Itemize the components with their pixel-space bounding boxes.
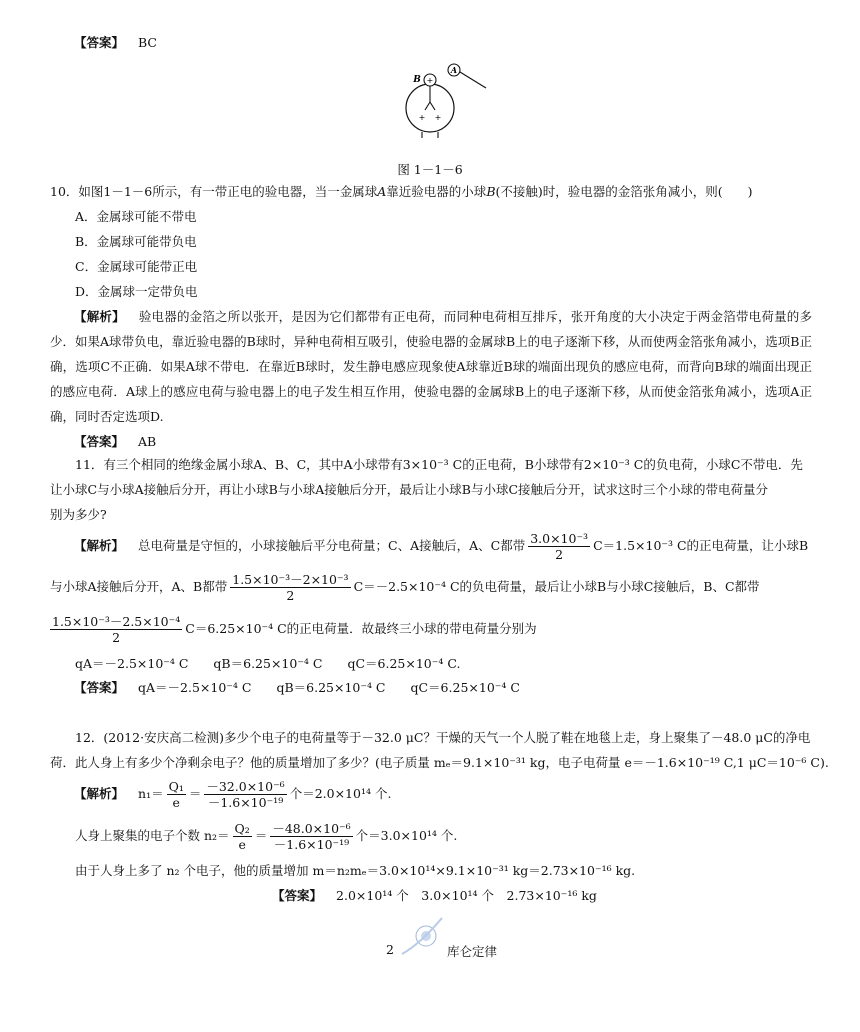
electroscope-figure [400,60,500,143]
fraction: $\frac{\text{Q₁}}{e}$ [168,779,184,810]
option-c: C．金属球可能带正电 [75,259,198,274]
fraction: $\frac{\text{1.5×10⁻³－2.5×10⁻⁴}}{2}$ [52,614,181,645]
question-12-analysis-n1: 【解析】 n₁＝ $\frac{\text{Q₁}}{e}$ ＝ $\frac{\text{－32.0×10⁻⁶}}{\text{－1.6×10⁻¹⁹}}$ 个＝2.0×10¹⁴ 个. [74,779,392,810]
question-12-line2: 荷．此人身上有多少个净剩余电子？他的质量增加了多少？(电子质量 mₑ＝9.1×10⁻³¹ kg，电子电荷量 e＝－1.6×10⁻¹⁹ C,1 μC＝10⁻⁶ C). [50,755,829,770]
question-11-line3: 别为多少? [50,507,107,522]
svg-text:+: + [434,113,442,122]
figure-caption: 图 1－1－6 [397,162,463,177]
question-12-answer: 【答案】 2.0×10¹⁴ 个 3.0×10¹⁴ 个 2.73×10⁻¹⁶ kg [272,888,597,903]
option-a: A．金属球可能不带电 [75,209,197,224]
question-10-analysis [50,304,812,429]
answer-label: 【答案】 [74,35,125,50]
svg-text:+: + [418,113,426,122]
question-10-answer: 【答案】 AB [74,434,157,449]
question-12-analysis-n2: 人身上聚集的电子个数 n₂＝ $\frac{\text{Q₂}}{e}$ ＝ $\frac{\text{－48.0×10⁻⁶}}{\text{－1.6×10⁻¹⁹}}$ 个＝3.0×10¹⁴ 个. [75,821,458,852]
question-11-analysis-line1: 【解析】 总电荷量是守恒的，小球接触后平分电荷量；C、A接触后，A、C都带 $\frac{\text{3.0×10⁻³}}{2}$ C＝1.5×10⁻³ C的正电荷量，让小球B [74,531,809,562]
question-11-analysis-line2: 与小球A接触后分开，A、B都带 $\frac{\text{1.5×10⁻³－2×10⁻³}}{2}$ C＝－2.5×10⁻⁴ C的负电荷量，最后让小球B与小球C接触后，B、C都带 [50,572,760,603]
fraction: $\frac{\text{1.5×10⁻³－2×10⁻³}}{2}$ [232,572,349,603]
option-b: B．金属球可能带负电 [75,234,197,249]
fraction: $\frac{\text{Q₂}}{e}$ [234,821,250,852]
question-11-line2: 让小球C与小球A接触后分开，再让小球B与小球A接触后分开，最后让小球B与小球C接触后分开，试求这时三个小球的带电荷量分 [50,482,769,497]
footer-title: 库仑定律 [447,944,498,959]
label-b: B [413,75,421,85]
electroscope-diagram [400,60,500,140]
question-11-analysis-line3: $\frac{\text{1.5×10⁻³－2.5×10⁻⁴}}{2}$ C＝6.25×10⁻⁴ C的正电荷量．故最终三小球的带电荷量分别为 [52,614,537,645]
label-a: A [450,65,458,75]
fraction: $\frac{\text{－32.0×10⁻⁶}}{\text{－1.6×10⁻¹⁹}}$ [206,779,285,810]
answer-top [50,33,812,53]
page-number: 2 [386,942,394,957]
question-11-line1: 11．有三个相同的绝缘金属小球A、B、C，其中A小球带有3×10⁻³ C的正电荷，B小球带有2×10⁻³ C的负电荷，小球C不带电．先 [75,457,803,472]
answer-value: BC [138,35,157,50]
question-10-stem: 10．如图1－1－6所示，有一带正电的验电器，当一金属球A靠近验电器的小球B(不接触)时，验电器的金箔张角减小，则( ) [50,184,753,199]
fraction: $\frac{\text{－48.0×10⁻⁶}}{\text{－1.6×10⁻¹⁹}}$ [272,821,351,852]
question-12-line1: 12．(2012·安庆高二检测)多少个电子的电荷量等于－32.0 μC？干燥的天气一个人脱了鞋在地毯上走，身上聚集了－48.0 μC的净电 [75,730,811,745]
svg-text:+: + [426,76,434,85]
question-11-answer: 【答案】 qA＝－2.5×10⁻⁴ C qB＝6.25×10⁻⁴ C qC＝6.25×10⁻⁴ C [74,680,520,695]
footer-logo-icon [400,914,444,961]
option-d: D．金属球一定带负电 [75,284,198,299]
question-11-result: qA＝－2.5×10⁻⁴ C qB＝6.25×10⁻⁴ C qC＝6.25×10⁻⁴ C. [75,656,461,671]
fraction: $\frac{\text{3.0×10⁻³}}{2}$ [530,531,589,562]
analysis-text: 验电器的金箔之所以张开，是因为它们都带有正电荷，而同种电荷相互排斥，张开角度的大小决定于两金箔带电荷量的多少．如果A球带负电，靠近验电器的B球时，异种电荷相互吸引，使验电器的金属球B上的电子逐渐下移，从而使两金箔张角减小，选项B正确，选项C不正确．如果A球不带电．在靠近B球时，发生静电感应现象使A球靠近B球的端面出现负的感应电荷，而背向B球的端面出现正的感应电荷．A球上的感应电荷与验电器上的电子发生相互作用，使验电器的金属球B上的电子逐渐下移，从而使金箔张角减小，选项A正确，同时否定选项D. [50,309,812,424]
analysis-label: 【解析】 [74,309,125,324]
question-12-mass: 由于人身上多了 n₂ 个电子，他的质量增加 m＝n₂mₑ＝3.0×10¹⁴×9.1×10⁻³¹ kg＝2.73×10⁻¹⁶ kg. [75,863,636,878]
